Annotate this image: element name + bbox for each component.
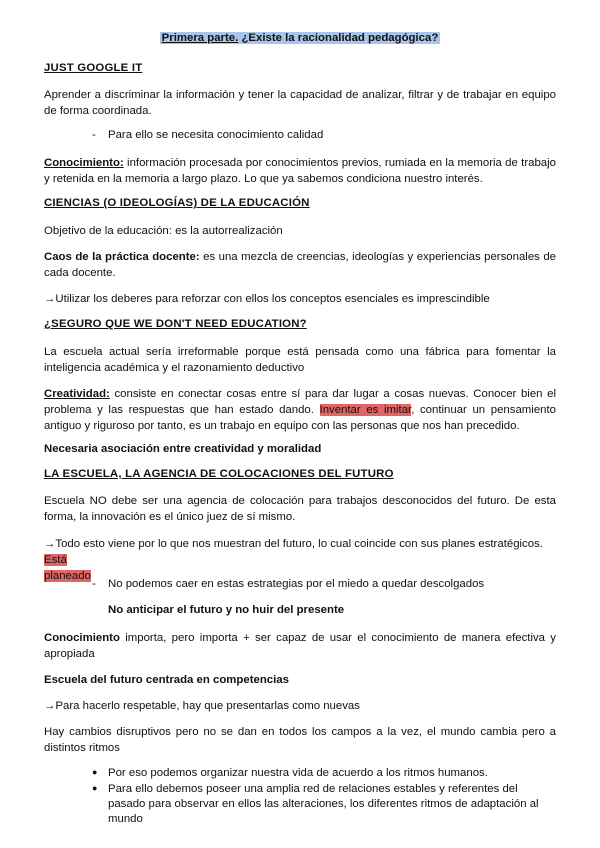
paragraph-cambios-disruptivos: Hay cambios disruptivos pero no se dan en todos los campos a la vez, el mundo cambia pero a distintos ritmos: [44, 726, 556, 754]
term-caos: Caos de la práctica docente:: [44, 251, 200, 263]
definition-creatividad-a: consiste en conectar cosas entre sí para dar lugar a cosas nuevas. Conocer bien el problema y las respuestas que han estado dando.: [44, 388, 556, 416]
bold-line-no-anticipar: No anticipar el futuro y no huir del presente: [108, 604, 345, 616]
paragraph-planes-estrategicos: [44, 536, 556, 584]
bullet-marker: ●: [92, 783, 98, 793]
page-title: [0, 32, 600, 44]
dash-item-estrategias: No podemos caer en estas estrategias por el miedo a quedar descolgados: [108, 578, 485, 590]
heading-ciencias-educacion: CIENCIAS (O IDEOLOGÍAS) DE LA EDUCACIÓN: [44, 197, 310, 209]
title-part-one: Primera parte.: [161, 32, 239, 44]
paragraph-respetable: →Para hacerlo respetable, hay que presentarlas como nuevas: [44, 700, 360, 712]
definition-creatividad-b: , continuar un pensamiento antiguo y riguroso por tanto, es un trabajo en equipo con las personas que nos han precedido.: [44, 404, 556, 432]
paragraph-competencias: Escuela del futuro centrada en competencias: [44, 674, 289, 686]
heading-we-dont-need-education: ¿SEGURO QUE WE DON'T NEED EDUCATION?: [44, 318, 307, 330]
paragraph-escuela-actual: La escuela actual sería irreformable porque está pensada como una fábrica para fomentar la inteligencia académica y el razonamiento deductivo: [44, 346, 556, 374]
definition-conocimiento: información procesada por conocimientos previos, rumiada en la memoria de trabajo y retenida en la memoria a largo plazo. Lo que ya sabemos condiciona nuestro interés.: [44, 157, 556, 185]
paragraph-objetivo: Objetivo de la educación: es la autorrealización: [44, 225, 283, 237]
highlight-inventar-es-imitar: Inventar es imitar: [319, 404, 412, 416]
dash-marker: -: [92, 129, 96, 141]
paragraph-conocimiento-importa: [44, 630, 556, 662]
definition-caos: es una mezcla de creencias, ideologías y experiencias personales de cada docente.: [44, 251, 556, 279]
term-conocimiento: Conocimiento:: [44, 157, 124, 169]
term-conocimiento-importa: Conocimiento: [44, 632, 120, 644]
paragraph-deberes: →Utilizar los deberes para reforzar con ellos los conceptos esenciales es imprescindible: [44, 293, 490, 305]
bullet-item-red-relaciones: Para ello debemos poseer una amplia red de relaciones estables y referentes del pasado para observar en ellos las alteraciones, los diferentes ritmos de adaptación al mundo: [108, 783, 539, 825]
paragraph-creatividad-moralidad: Necesaria asociación entre creatividad y moralidad: [44, 443, 322, 455]
definition-conocimiento-importa: importa, pero importa + ser capaz de usar el conocimiento de manera efectiva y apropiada: [44, 632, 556, 660]
title-part-two: ¿Existe la racionalidad pedagógica?: [238, 32, 439, 44]
paragraph-creatividad: [44, 386, 556, 434]
highlight-planeado: planeado: [44, 570, 91, 582]
paragraph-conocimiento: [44, 155, 556, 187]
paragraph-escuela-no: Escuela NO debe ser una agencia de colocación para trabajos desconocidos del futuro. De esta forma, la innovación es el único juez de sí mismo.: [44, 495, 556, 523]
paragraph-caos: [44, 249, 556, 281]
highlight-esta: Está: [44, 554, 67, 566]
title-highlight: [160, 32, 441, 44]
term-creatividad: Creatividad:: [44, 388, 110, 400]
heading-just-google-it: JUST GOOGLE IT: [44, 62, 143, 74]
dash-item-conocimiento-calidad: Para ello se necesita conocimiento calidad: [108, 129, 324, 141]
heading-agencia-colocaciones: LA ESCUELA, LA AGENCIA DE COLOCACIONES DEL FUTURO: [44, 468, 394, 480]
paragraph-discriminar: Aprender a discriminar la información y tener la capacidad de analizar, filtrar y de trabajar en equipo de forma coordinada.: [44, 89, 556, 117]
bullet-item-ritmos-humanos: Por eso podemos organizar nuestra vida de acuerdo a los ritmos humanos.: [108, 767, 488, 779]
bullet-marker: ●: [92, 767, 98, 777]
dash-marker: -: [92, 578, 96, 590]
text-planes-estrategicos: →Todo esto viene por lo que nos muestran del futuro, lo cual coincide con sus planes estratégicos.: [44, 538, 543, 550]
